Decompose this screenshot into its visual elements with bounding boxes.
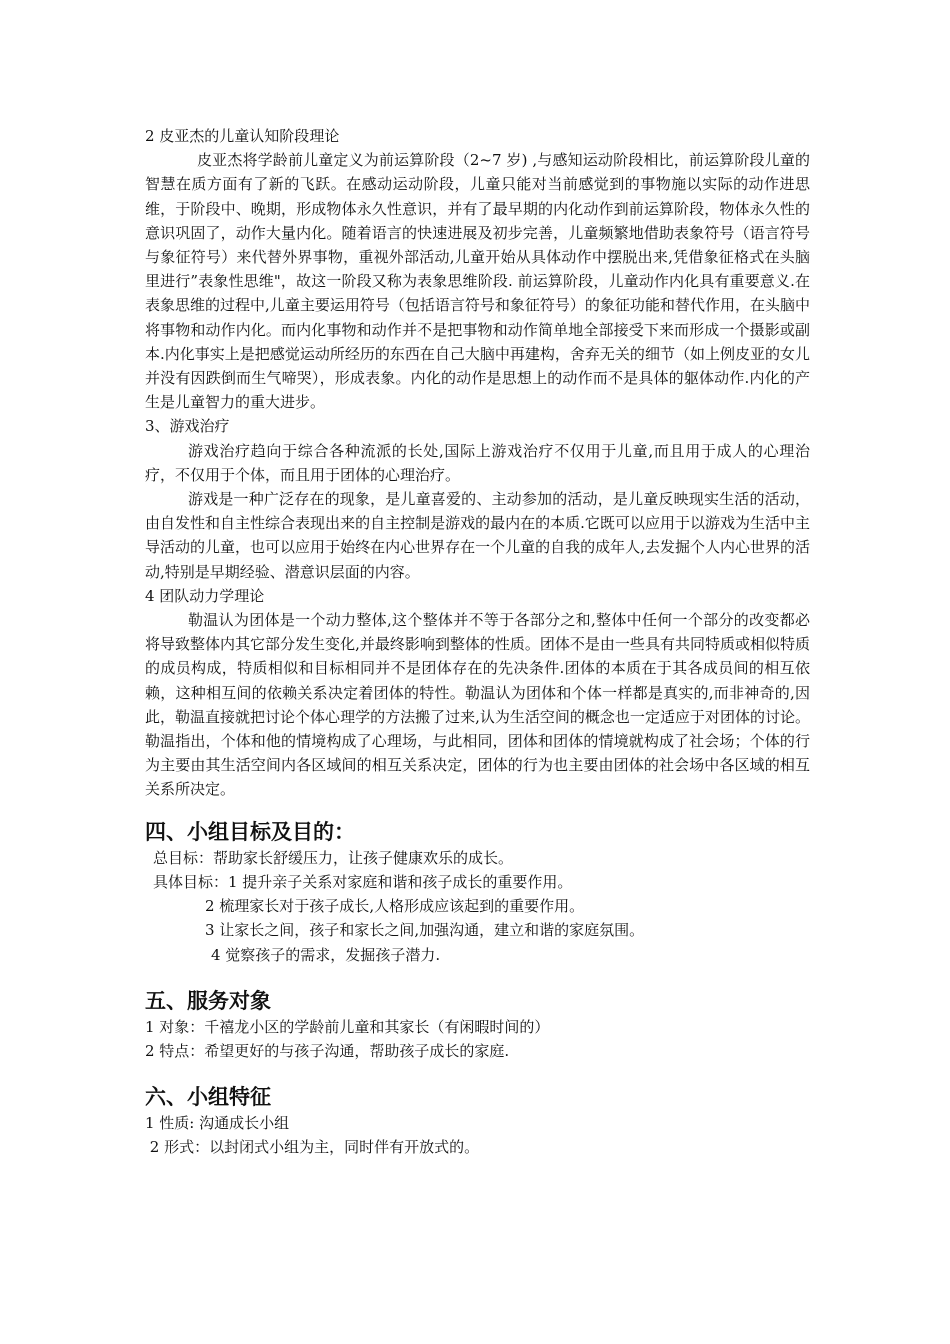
document-content <box>145 124 810 1160</box>
group-dynamics-heading: 4 团队动力学理论 <box>145 586 265 605</box>
play-therapy-paragraph-1: 游戏治疗趋向于综合各种流派的长处,国际上游戏治疗不仅用于儿童,而且用于成人的心理治疗，不仅用于个体，而且用于团体的心理治疗。 <box>145 441 810 484</box>
specific-goal-3: 3 让家长之间，孩子和家长之间,加强沟通，建立和谐的家庭氛围。 <box>205 921 645 940</box>
service-targets-heading: 五、服务对象 <box>145 988 271 1013</box>
play-therapy-paragraph-2: 游戏是一种广泛存在的现象，是儿童喜爱的、主动参加的活动，是儿童反映现实生活的活动，由自发性和自主性综合表现出来的自主控制是游戏的最内在的本质.它既可以应用于以游戏为生活中主导活动的儿童，也可以应用于始终在内心世界存在一个儿童的自我的成年人,去发掘个人内心世界的活动,特别是早期经验、潜意识层面的内容。 <box>145 490 810 581</box>
specific-goal-1: 具体目标：1 提升亲子关系对家庭和谐和孩子成长的重要作用。 <box>153 872 573 891</box>
piaget-paragraph: 皮亚杰将学龄前儿童定义为前运算阶段（2~7 岁) ,与感知运动阶段相比，前运算阶段儿童的智慧在质方面有了新的飞跃。在感动运动阶段，儿童只能对当前感觉到的事物施以实际的动作进思维，于阶段中、晚期，形成物体永久性意识，并有了最早期的内化动作到前运算阶段，物体永久性的意识巩固了，动作大量内化。随着语言的快速进展及初步完善，儿童频繁地借助表象符号（语言符号与象征符号）来代替外界事物，重视外部活动,儿童开始从具体动作中摆脱出来,凭借象征格式在头脑里进行”表象性思维"，故这一阶段又称为表象思维阶段. 前运算阶段，儿童动作内化具有重要意义.在表象思维的过程中,儿童主要运用符号（包括语言符号和象征符号）的象征功能和替代作用，在头脑中将事物和动作内化。而内化事物和动作并不是把事物和动作简单地全部接受下来而形成一个摄影或副本.内化事实上是把感觉运动所经历的东西在自己大脑中再建构，舍弃无关的细节（如上例皮亚的女儿并没有因跌倒而生气啼哭），形成表象。内化的动作是思想上的动作而不是具体的躯体动作.内化的产生是儿童智力的重大进步。 <box>145 151 810 412</box>
specific-goal-2: 2 梳理家长对于孩子成长,人格形成应该起到的重要作用。 <box>205 897 585 916</box>
group-features-heading: 六、小组特征 <box>145 1085 271 1110</box>
service-target-item-2: 2 特点：希望更好的与孩子沟通，帮助孩子成长的家庭. <box>145 1041 510 1060</box>
goals-section-heading: 四、小组目标及目的： <box>145 819 355 844</box>
specific-goal-4: 4 觉察孩子的需求，发掘孩子潜力. <box>211 945 441 964</box>
group-feature-item-1: 1 性质: 沟通成长小组 <box>145 1114 290 1133</box>
play-therapy-heading: 3、游戏治疗 <box>145 417 230 436</box>
service-target-item-1: 1 对象：千禧龙小区的学龄前儿童和其家长（有闲暇时间的） <box>145 1017 550 1036</box>
piaget-heading: 2 皮亚杰的儿童认知阶段理论 <box>145 127 340 145</box>
overall-goal: 总目标：帮助家长舒缓压力，让孩子健康欢乐的成长。 <box>153 848 514 867</box>
group-feature-item-2: 2 形式：以封闭式小组为主，同时伴有开放式的。 <box>145 1138 480 1157</box>
group-dynamics-paragraph: 勒温认为团体是一个动力整体,这个整体并不等于各部分之和,整体中任何一个部分的改变都必将导致整体内其它部分发生变化,并最终影响到整体的性质。团体不是由一些具有共同特质或相似特质的成员构成，特质相似和目标相同并不是团体存在的先决条件.团体的本质在于其各成员间的相互依赖，这种相互间的依赖关系决定着团体的特性。勒温认为团体和个体一样都是真实的,而非神奇的,因此，勒温直接就把讨论个体心理学的方法搬了过来,认为生活空间的概念也一定适应于对团体的讨论。勒温指出，个体和他的情境构成了心理场，与此相同，团体和团体的情境就构成了社会场；个体的行为主要由其生活空间内各区域间的相互关系决定，团体的行为也主要由团体的社会场中各区域的相互关系所决定。 <box>145 611 810 799</box>
